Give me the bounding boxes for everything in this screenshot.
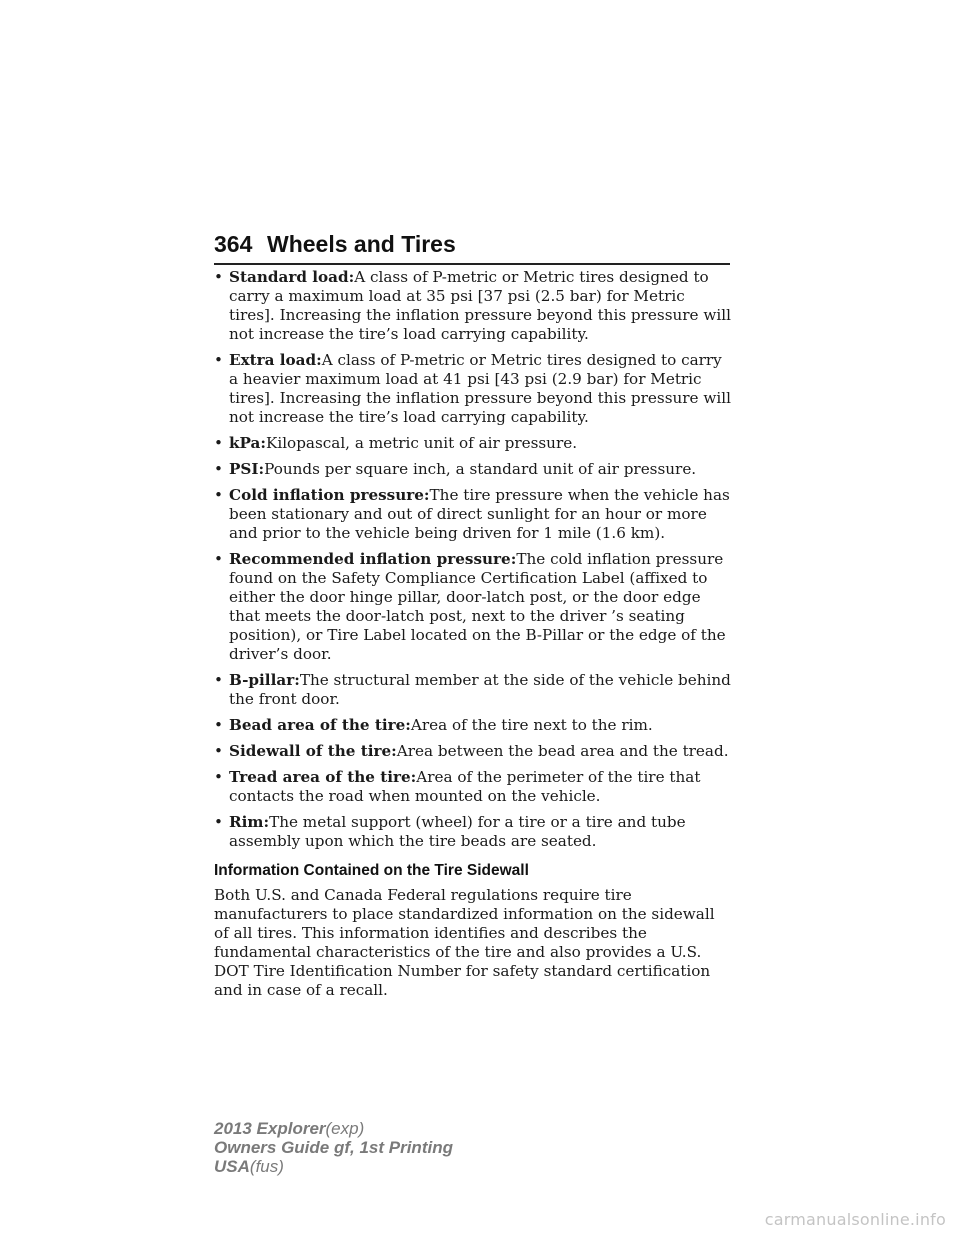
bullet-icon: • <box>214 813 223 831</box>
bullet-icon: • <box>214 460 223 478</box>
definition-term: Tread area of the tire: <box>229 768 417 786</box>
bullet-icon: • <box>214 742 223 760</box>
definition-text: Area of the perimeter of the tire that contacts the road when mounted on the vehicle. <box>229 768 701 805</box>
definition-tread-area <box>214 768 734 806</box>
watermark: carmanualsonline.info <box>764 1210 946 1229</box>
definition-kpa <box>214 434 734 453</box>
definition-text: A class of P-metric or Metric tires designed to carry a maximum load at 35 psi [37 psi (2.5 bar) for Metric tires]. Increasing the inflation pressure beyond this pressure will not increase the tire’s load carrying capability. <box>229 268 731 343</box>
definition-rim <box>214 813 734 851</box>
definition-term: PSI: <box>229 460 265 478</box>
definition-b-pillar <box>214 671 734 709</box>
definition-text: Kilopascal, a metric unit of air pressure. <box>265 434 578 452</box>
footer-market: USA <box>214 1157 250 1176</box>
page-number: 364 <box>214 231 253 257</box>
definition-extra-load <box>214 351 734 427</box>
definition-text: The cold inflation pressure found on the Safety Compliance Certification Label (affixed to either the door hinge pillar, door-latch post, or the door edge that meets the door-latch post, next to the driver ’s seating position), or Tire Label located on the B-Pillar or the edge of the driver’s door. <box>229 550 726 663</box>
definition-sidewall <box>214 742 734 761</box>
bullet-icon: • <box>214 716 223 734</box>
footer-model-line <box>214 1119 614 1138</box>
bullet-icon: • <box>214 768 223 786</box>
bullet-icon: • <box>214 351 223 369</box>
definition-term: kPa: <box>229 434 266 452</box>
footer-market-line <box>214 1157 614 1176</box>
definition-term: Standard load: <box>229 268 355 286</box>
page-footer <box>214 1119 614 1176</box>
bullet-icon: • <box>214 671 223 689</box>
definition-bead-area <box>214 716 734 735</box>
sidewall-heading: Information Contained on the Tire Sidewall <box>214 862 529 879</box>
definition-list <box>214 268 734 851</box>
definition-text: Area of the tire next to the rim. <box>410 716 653 734</box>
footer-model: 2013 Explorer <box>214 1119 326 1138</box>
definition-text: A class of P-metric or Metric tires designed to carry a heavier maximum load at 41 psi [43 psi (2.9 bar) for Metric tires]. Increasing the inflation pressure beyond this pressure will not increase the tire’s load carrying capability. <box>229 351 731 426</box>
definition-text: The structural member at the side of the vehicle behind the front door. <box>229 671 731 708</box>
definition-text: Pounds per square inch, a standard unit of air pressure. <box>264 460 697 478</box>
definition-psi <box>214 460 734 479</box>
bullet-icon: • <box>214 550 223 568</box>
footer-model-code: (exp) <box>325 1119 365 1138</box>
header-divider <box>214 263 730 265</box>
bullet-icon: • <box>214 434 223 452</box>
section-title: Wheels and Tires <box>267 231 456 257</box>
page-header <box>214 226 734 262</box>
definition-standard-load <box>214 268 734 344</box>
definition-text: Area between the bead area and the tread. <box>396 742 729 760</box>
page-content <box>214 268 734 1000</box>
definition-term: Recommended inflation pressure: <box>229 550 517 568</box>
definition-term: Rim: <box>229 813 270 831</box>
sidewall-paragraph: Both U.S. and Canada Federal regulations require tire manufacturers to place standardized information on the sidewall of all tires. This information identifies and describes the fundamental characteristics of the tire and also provides a U.S. DOT Tire Identification Number for safety standard certification and in case of a recall. <box>214 886 715 999</box>
definition-text: The tire pressure when the vehicle has been stationary and out of direct sunlight for an hour or more and prior to the vehicle being driven for 1 mile (1.6 km). <box>229 486 730 542</box>
bullet-icon: • <box>214 268 223 286</box>
bullet-icon: • <box>214 486 223 504</box>
footer-guide-line: Owners Guide gf, 1st Printing <box>214 1138 453 1157</box>
definition-recommended-inflation-pressure <box>214 550 734 664</box>
definition-text: The metal support (wheel) for a tire or a tire and tube assembly upon which the tire beads are seated. <box>229 813 686 850</box>
definition-term: Sidewall of the tire: <box>229 742 397 760</box>
definition-term: Extra load: <box>229 351 322 369</box>
definition-term: Cold inflation pressure: <box>229 486 430 504</box>
footer-market-code: (fus) <box>249 1157 284 1176</box>
definition-term: B-pillar: <box>229 671 300 689</box>
definition-cold-inflation-pressure <box>214 486 734 543</box>
definition-term: Bead area of the tire: <box>229 716 411 734</box>
